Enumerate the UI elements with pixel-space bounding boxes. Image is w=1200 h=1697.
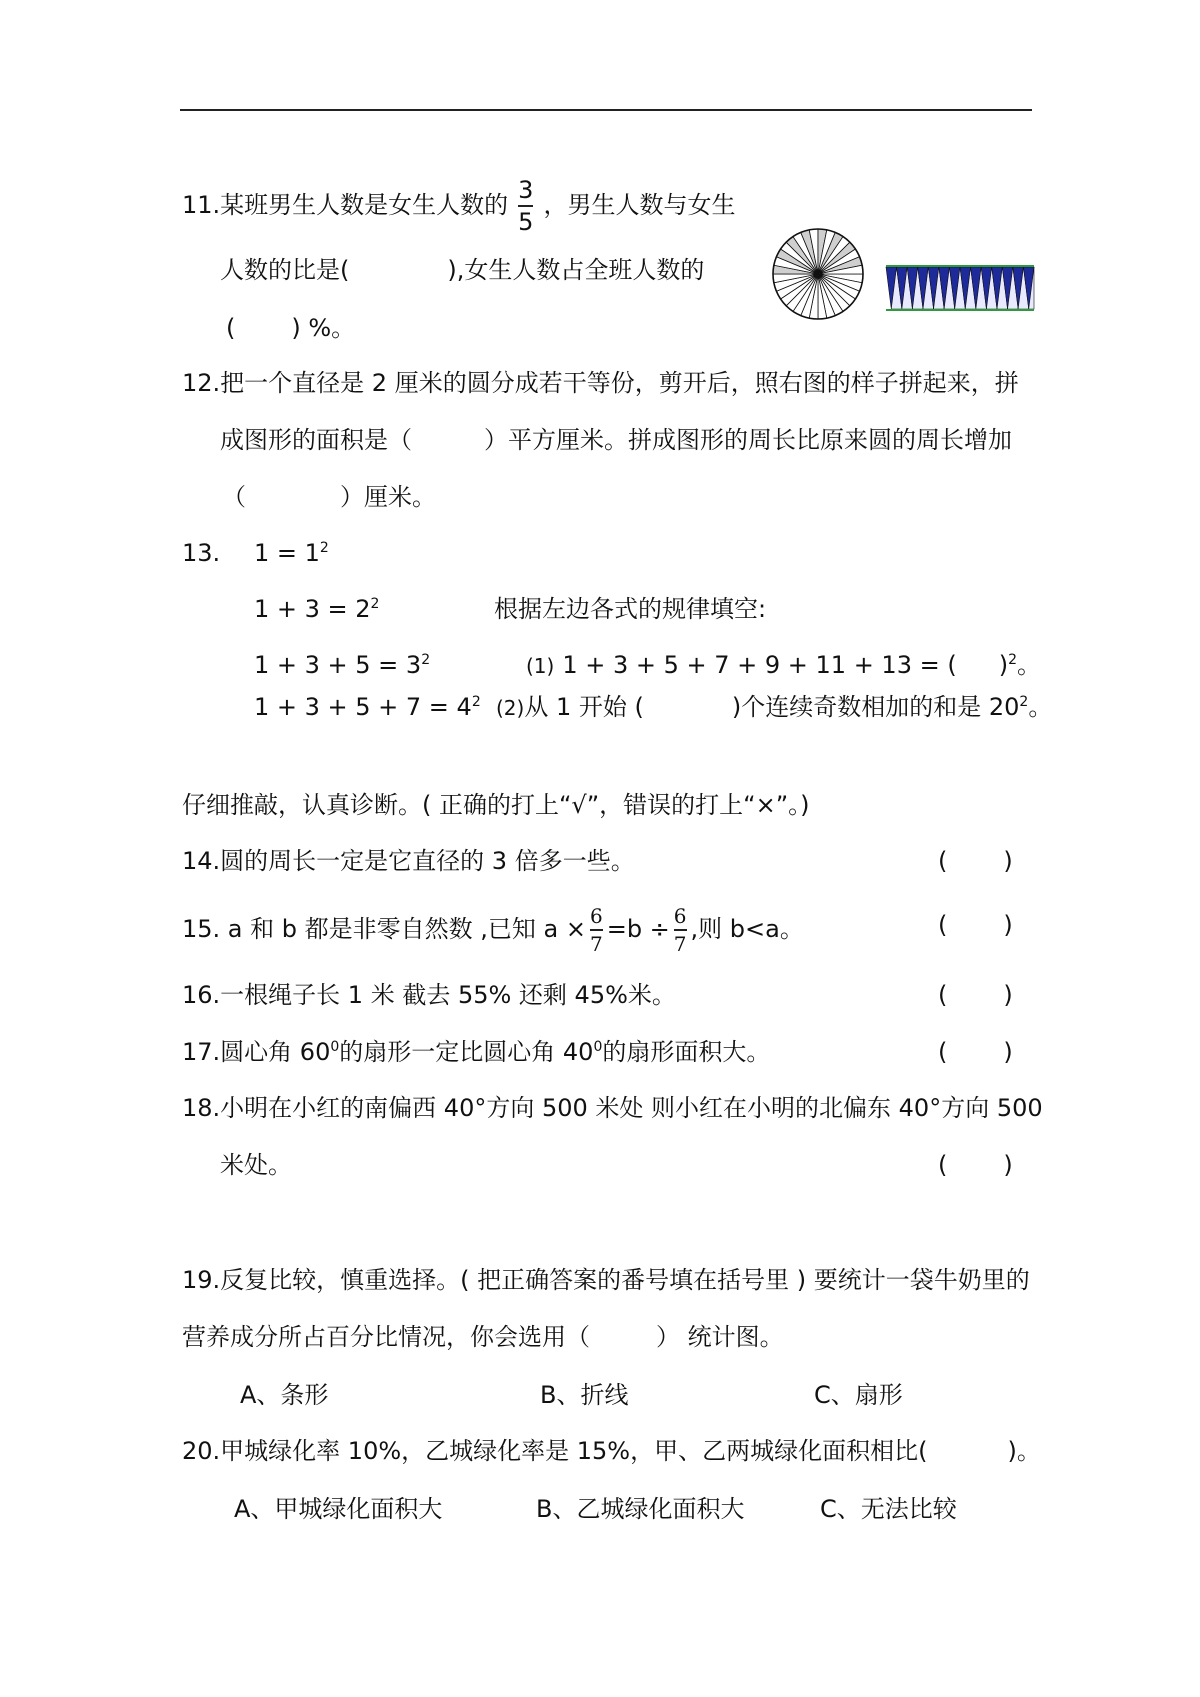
q20-text-pre: 20.甲城绿化率 10%，乙城绿化率是 15%，甲、乙两城绿化面积相比(	[182, 1437, 928, 1465]
q15-paren-close: )	[1003, 911, 1013, 939]
q16-answer-paren[interactable]	[938, 980, 1013, 1010]
q16-paren-open: (	[938, 981, 948, 1009]
q14-paren-open: (	[938, 847, 948, 875]
header-rule	[180, 109, 1032, 111]
q11-percent-close: ) %。	[291, 314, 356, 342]
q11-text-b: ，男生人数与女生	[543, 190, 736, 219]
q13-eq1-exp: 2	[319, 540, 329, 556]
q15-answer-paren[interactable]	[938, 910, 1013, 940]
q12-text-b: ）平方厘米。拼成图形的周长比原来圆的周长增加	[484, 426, 1012, 454]
q13-eq4-text: 1 + 3 + 5 + 7 = 4	[254, 693, 472, 721]
q12-text-a: 12.把一个直径是 2 厘米的圆分成若干等份，剪开后，照右图的样子拼起来，拼	[182, 369, 1019, 397]
q13-sub1-close: )	[998, 651, 1009, 679]
q12-text-c: ）厘米。	[340, 483, 436, 511]
q15-text-c: ,则 b<a。	[690, 914, 804, 943]
judge-intro: 仔细推敲，认真诊断。( 正确的打上“√”，错误的打上“×”。)	[182, 791, 810, 819]
q12-line3	[222, 482, 436, 512]
q11-frac-num: 3	[518, 176, 534, 204]
q15-frac1-bar	[590, 929, 603, 931]
q13-eq4	[254, 692, 481, 722]
q12-line2	[220, 425, 1012, 455]
q11-line2	[220, 255, 704, 285]
q13-eq4-exp: 2	[471, 694, 481, 710]
q13-eq3	[254, 650, 430, 680]
q13-sub1-exp: 2	[1008, 652, 1017, 668]
q20-text-post: )。	[1007, 1437, 1041, 1465]
q13-sub1-end: 。	[1017, 651, 1041, 679]
q18-answer-paren[interactable]	[938, 1150, 1013, 1180]
q15-frac2-den: 7	[673, 931, 687, 956]
q17-text-c: 的扇形面积大。	[602, 1038, 771, 1066]
q11-frac-bar	[518, 205, 533, 207]
q13-eq2-text: 1 + 3 = 2	[254, 595, 371, 623]
q13-sub1-label: (1)	[526, 654, 555, 678]
q12-line1	[182, 368, 1019, 398]
q11-percent-open: (	[226, 314, 236, 342]
q13-eq1	[254, 538, 329, 568]
q15-paren-open: (	[938, 911, 948, 939]
q19-line2	[182, 1322, 784, 1352]
q15-line	[182, 906, 804, 954]
q15-text-a: 15. a 和 b 都是非零自然数 ,已知 a ×	[182, 914, 586, 943]
q18-paren-open: (	[938, 1151, 948, 1179]
q14-paren-close: )	[1003, 847, 1013, 875]
q15-frac2-num: 6	[673, 904, 687, 928]
q13-sub2-text-a: 从 1 开始 (	[524, 693, 644, 721]
q19-line1: 19.反复比较，慎重选择。( 把正确答案的番号填在括号里 ) 要统计一袋牛奶里的	[182, 1266, 1030, 1294]
q11-text-a: 11.某班男生人数是女生人数的	[182, 190, 509, 219]
q17-text-b: 的扇形一定比圆心角 40	[339, 1038, 594, 1066]
q13-sub2-exp: 2	[1019, 694, 1029, 710]
rearranged-strip-figure	[884, 264, 1036, 314]
q16-paren-close: )	[1003, 981, 1013, 1009]
q19-text-post: ） 统计图。	[656, 1323, 784, 1351]
q19-option-b[interactable]: B、折线	[540, 1381, 629, 1409]
q13-number: 13.	[182, 539, 221, 567]
q13-eq1-text: 1 = 1	[254, 539, 320, 567]
q11-line3	[226, 313, 355, 343]
q20-line	[182, 1436, 1041, 1466]
q15-fraction-2	[674, 906, 687, 954]
q13-sub1	[526, 650, 1041, 681]
q19-text-pre: 营养成分所占百分比情况，你会选用（	[182, 1323, 590, 1351]
q18-line2: 米处。	[220, 1151, 292, 1179]
circle-sectors-figure	[770, 226, 866, 322]
q11-text-d: ),女生人数占全班人数的	[447, 256, 705, 284]
q16-text: 16.一根绳子长 1 米 截去 55% 还剩 45%米。	[182, 981, 676, 1009]
q12-perim-open: （	[222, 483, 246, 511]
q13-sub2	[496, 692, 1052, 723]
q13-eq3-exp: 2	[421, 652, 431, 668]
q15-fraction-1	[590, 906, 603, 954]
q13-sub1-text: 1 + 3 + 5 + 7 + 9 + 11 + 13 = (	[562, 651, 957, 679]
q14-answer-paren[interactable]	[938, 846, 1013, 876]
q19-option-c[interactable]: C、扇形	[814, 1381, 903, 1409]
q13-eq2-exp: 2	[370, 596, 380, 612]
q18-line1: 18.小明在小红的南偏西 40°方向 500 米处 则小红在小明的北偏东 40°方向 500	[182, 1094, 1043, 1122]
q12-area-open: 成图形的面积是（	[220, 426, 412, 454]
q17-line	[182, 1037, 770, 1067]
q20-option-b[interactable]: B、乙城绿化面积大	[536, 1495, 745, 1523]
q13-sub2-text-b: )个连续奇数相加的和是 20	[731, 693, 1020, 721]
q11-ratio-open: 人数的比是(	[220, 256, 350, 284]
q18-paren-close: )	[1003, 1151, 1013, 1179]
q17-paren-close: )	[1003, 1038, 1013, 1066]
zigzag-strip	[886, 267, 1034, 309]
q13-sub2-end: 。	[1028, 693, 1053, 721]
q11-fraction	[518, 178, 533, 234]
q15-frac2-bar	[674, 929, 687, 931]
q17-text-a: 17.圆心角 60	[182, 1038, 331, 1066]
q11-line1	[182, 178, 735, 234]
q13-sub2-label: (2)	[496, 696, 525, 720]
q15-text-b: =b ÷	[606, 914, 670, 943]
q13-eq3-text: 1 + 3 + 5 = 3	[254, 651, 422, 679]
q15-frac1-num: 6	[589, 904, 603, 928]
q20-option-a[interactable]: A、甲城绿化面积大	[234, 1495, 443, 1523]
q17-degree-1: 0	[330, 1039, 340, 1055]
q15-frac1-den: 7	[589, 931, 603, 956]
q17-paren-open: (	[938, 1038, 948, 1066]
q14-text: 14.圆的周长一定是它直径的 3 倍多一些。	[182, 847, 635, 875]
q13-eq2	[254, 594, 379, 624]
q17-answer-paren[interactable]	[938, 1037, 1013, 1067]
q19-option-a[interactable]: A、条形	[240, 1381, 329, 1409]
q13-instruction: 根据左边各式的规律填空:	[494, 595, 767, 623]
q11-frac-den: 5	[518, 207, 534, 236]
q17-degree-2: 0	[593, 1039, 603, 1055]
q20-option-c[interactable]: C、无法比较	[820, 1495, 957, 1523]
